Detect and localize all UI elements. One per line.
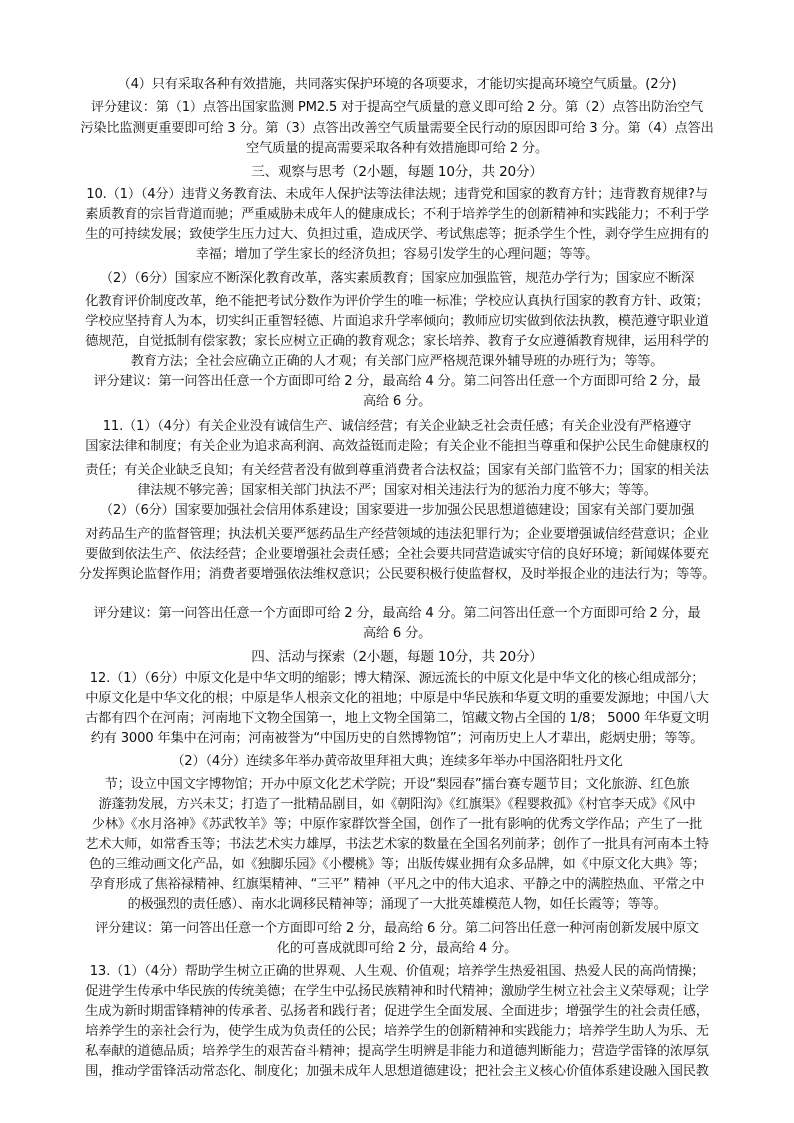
text-line: 游蓬勃发展，方兴未艾；打造了一批精品剧目，如《朝阳沟》《红旗渠》《程婴救孤》《村官李天成》《风中 (98, 797, 696, 812)
text-line: 的极强烈的责任感）、南水北调移民精神等；涌现了一大批英雄模范人物，如任长霞等；等等。 (127, 897, 667, 912)
text-line: 素质教育的宗旨背道而驰；严重威胁未成年人的健康成长；不利于培养学生的创新精神和实践能力；不利于学 (85, 207, 709, 222)
text-line: 11.（1）（4分）有关企业没有诚信生产、诚信经营；有关企业缺乏社会责任感；有关企业没有严格遵守 (102, 419, 692, 434)
text-line: 高给 6 分。 (362, 626, 432, 641)
text-line: 评分建议：第一问答出任意一个方面即可给 2 分，最高给 4 分。第二问答出任意一个方面即可给 2 分，最 (93, 374, 701, 389)
text-line: 律法规不够完善；国家相关部门执法不严；国家对相关违法行为的惩治力度不够大；等等。 (137, 483, 657, 498)
text-line: 评分建议：第一问答出任意一个方面即可给 2 分，最高给 4 分。第二问答出任意一个方面即可给 2 分，最 (93, 606, 701, 621)
text-line: 高给 6 分。 (362, 394, 432, 409)
text-line: 评分建议：第一问答出任意一个方面即可给 2 分，最高给 6 分。第二问答出任意一种河南创新发展中原文 (95, 921, 699, 936)
text-line: 评分建议：第（1）点答出国家监测 PM2.5 对于提高空气质量的意义即可给 2 分。第（2）点答出防治空气 (90, 100, 704, 115)
text-line: （2）（6分）国家应不断深化教育改革，落实素质教育；国家应加强监管，规范办学行为；国家应不断深 (99, 271, 695, 286)
text-line: 围，推动学雷锋活动常态化、制度化；加强未成年人思想道德建设；把社会主义核心价值体系建设融入国民教 (85, 1064, 709, 1079)
text-line: 学校应坚持育人为本，切实纠正重智轻德、片面追求升学率倾向；教师应切实做到依法执教，模范遵守职业道 (85, 314, 709, 329)
text-line: 少林》《水月洛神》《苏武牧羊》等；中原作家群饮誉全国，创作了一批有影响的优秀文学作品；产生了一批 (91, 817, 703, 832)
text-line: 污染比监测更重要即可给 3 分。第（3）点答出改善空气质量需要全民行动的原因即可给 3 分。第（4）点答出 (80, 121, 714, 136)
text-line: 10.（1）（4分）违背义务教育法、未成年人保护法等法律法规；违背党和国家的教育方针；违背教育规律?与 (86, 187, 708, 202)
text-line: 艺术大师，如常香玉等；书法艺术实力雄厚，书法艺术家的数量在全国名列前茅；创作了一批具有河南本土特 (85, 837, 709, 852)
text-line: 责任；有关企业缺乏良知；有关经营者没有做到尊重消费者合法权益；国家有关部门监管不力；国家的相关法 (85, 463, 709, 478)
section-heading: 三、观察与思考（2小题，每题 10分，共 20分） (251, 164, 543, 180)
text-line: 分发挥舆论监督作用；消费者要增强依法维权意识；公民要积极行使监督权，及时举报企业的违法行为；等等。 (78, 567, 716, 582)
text-line: 节；设立中国文字博物馆；开办中原文化艺术学院；开设“梨园春”擂台赛专题节目；文化旅游、红色旅 (104, 777, 690, 792)
text-line: 色的三维动画文化产品，如《独脚乐园》《小樱桃》等；出版传媒业拥有众多品牌，如《中原文化大典》等； (88, 857, 706, 872)
text-line: 孕育形成了焦裕禄精神、红旗渠精神、“三平” 精神（平凡之中的伟大追求、平静之中的满腔热血、平常之中 (89, 877, 705, 892)
text-line: 约有 3000 年集中在河南；河南被誉为“中国历史的自然博物馆”；河南历史上人才辈出，彪炳史册；等等。 (90, 731, 704, 746)
text-line: 中原文化是中华文化的根；中原是华人根亲文化的祖地；中原是中华民族和华夏文明的重要发源地；中国八大 (85, 691, 709, 706)
text-line: 空气质量的提高需要采取各种有效措施即可给 2 分。 (246, 141, 548, 156)
text-line: （4）只有采取各种有效措施，共同落实保护环境的各项要求，才能切实提高环境空气质量。(2分) (117, 77, 677, 92)
text-line: 生成为新时期雷锋精神的传承者、弘扬者和践行者；促进学生全面发展、全面进步；增强学生的社会责任感， (85, 1004, 709, 1019)
text-line: 德规范，自觉抵制有偿家教；家长应树立正确的教育观念；家长培养、教育子女应遵循教育规律，运用科学的 (85, 334, 709, 349)
text-line: （2）（6分）国家要加强社会信用体系建设；国家要进一步加强公民思想道德建设；国家有关部门要加强 (99, 503, 695, 518)
text-line: 培养学生的亲社会行为，使学生成为负责任的公民；培养学生的创新精神和实践能力；培养学生助人为乐、无 (85, 1024, 709, 1039)
section-heading: 四、活动与探索（2小题，每题 10分，共 20分） (251, 649, 543, 665)
text-line: （2）（4分）连续多年举办黄帝故里拜祖大典；连续多年举办中国洛阳牡丹文化 (171, 754, 623, 769)
text-line: 促进学生传承中华民族的传统美德；在学生中弘扬民族精神和时代精神；激励学生树立社会主义荣辱观；让学 (85, 984, 709, 999)
text-line: 幸福；增加了学生家长的经济负担；容易引发学生的心理问题；等等。 (195, 247, 599, 262)
text-line: 国家法律和制度；有关企业为追求高利润、高效益铤而走险；有关企业不能担当尊重和保护公民生命健康权的 (85, 439, 709, 454)
text-line: 化教育评价制度改革，绝不能把考试分数作为评价学生的唯一标准；学校应认真执行国家的教育方针、政策； (85, 294, 709, 309)
text-line: 教育方法；全社会应确立正确的人才观；有关部门应严格规范课外辅导班的办班行为；等等。 (130, 354, 664, 369)
text-line: 古都有四个在河南；河南地下文物全国第一，地上文物全国第二，馆藏文物占全国的 1/8； 5000 年华夏文明 (85, 711, 709, 726)
text-line: 化的可喜成就即可给 2 分，最高给 4 分。 (276, 941, 518, 956)
text-line: 私奉献的道德品质；培养学生的艰苦奋斗精神；提高学生明辨是非能力和道德判断能力；营造学雷锋的浓厚氛 (85, 1044, 709, 1059)
text-line: 生的可持续发展；致使学生压力过大、负担过重，造成厌学、考试焦虑等；扼杀学生个性，剥夺学生应拥有的 (85, 227, 709, 242)
text-line: 要做到依法生产、依法经营；企业要增强社会责任感；全社会要共同营造诚实守信的良好环境；新闻媒体要充 (85, 547, 709, 562)
text-line: 12.（1）（6分）中原文化是中华文明的缩影；博大精深、源远流长的中原文化是中华文化的核心组成部分； (89, 671, 705, 686)
text-line: 13.（1）（4分）帮助学生树立正确的世界观、人生观、价值观；培养学生热爱祖国、热爱人民的高尚情操； (89, 964, 705, 979)
text-line: 对药品生产的监督管理；执法机关要严惩药品生产经营领域的违法犯罪行为；企业要增强诚信经营意识；企业 (85, 527, 709, 542)
